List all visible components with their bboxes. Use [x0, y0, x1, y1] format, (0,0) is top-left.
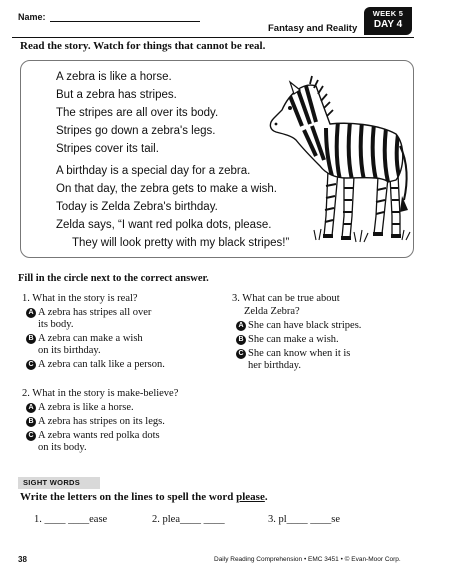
story-line: But a zebra has stripes.	[56, 89, 177, 101]
answer-bubble[interactable]: A	[236, 321, 246, 331]
answer-option-c[interactable]	[22, 359, 222, 371]
answer-bubble[interactable]: C	[236, 349, 246, 359]
page-number: 38	[18, 555, 27, 564]
option-text: A zebra can make a wish	[38, 333, 143, 344]
week-label: WEEK 5	[372, 9, 404, 18]
word-part: plea	[162, 514, 180, 525]
option-text: A zebra wants red polka dots	[38, 430, 160, 441]
answer-option-a[interactable]	[22, 402, 222, 414]
answer-option-c[interactable]	[232, 348, 422, 372]
answer-bubble[interactable]: A	[26, 308, 36, 318]
item-number: 1.	[34, 514, 42, 525]
answer-option-a[interactable]	[22, 307, 222, 331]
question-stem: 1. What in the story is real?	[22, 293, 138, 304]
option-text: She can have black stripes.	[248, 320, 362, 331]
instruction-text: Write the letters on the lines to spell the word	[20, 491, 237, 503]
skill-title: Fantasy and Reality	[268, 23, 358, 34]
spelling-item-1[interactable]	[34, 514, 107, 525]
option-text: A zebra has stripes on its legs.	[38, 416, 165, 427]
footer-credit: Daily Reading Comprehension • EMC 3451 • © Evan-Moor Corp.	[214, 556, 401, 563]
name-line[interactable]	[50, 21, 200, 22]
name-label: Name:	[18, 12, 46, 22]
story-line: They will look pretty with my black stripes!”	[72, 237, 290, 249]
day-label: DAY 4	[373, 19, 403, 30]
story-line: Zelda says, “I want red polka dots, please.	[56, 219, 272, 231]
blank-line[interactable]: ____	[203, 514, 225, 525]
word-part: se	[331, 514, 341, 525]
answer-bubble[interactable]: C	[26, 431, 36, 441]
target-word: please	[236, 491, 265, 503]
spelling-item-3[interactable]	[268, 514, 340, 525]
option-text: on its birthday.	[38, 345, 101, 356]
question-3	[232, 293, 422, 372]
blank-line[interactable]: ____	[44, 514, 66, 525]
story-line: Stripes go down a zebra's legs.	[56, 125, 216, 137]
question-2	[22, 388, 222, 454]
option-text: She can know when it is	[248, 348, 351, 359]
answer-option-b[interactable]	[232, 334, 422, 346]
week-day-badge	[364, 7, 412, 35]
blank-line[interactable]: ____	[310, 514, 332, 525]
item-number: 3.	[268, 514, 276, 525]
zebra-illustration-icon	[250, 66, 412, 248]
story-line: On that day, the zebra gets to make a wish.	[56, 183, 277, 195]
answer-bubble[interactable]: A	[26, 403, 36, 413]
option-text: She can make a wish.	[248, 334, 339, 345]
sight-words-instruction	[20, 491, 268, 503]
story-line: The stripes are all over its body.	[56, 107, 219, 119]
spelling-item-2[interactable]	[152, 514, 225, 525]
story-line: A zebra is like a horse.	[56, 71, 172, 83]
question-stem: 2. What in the story is make-believe?	[22, 388, 179, 399]
question-stem: Zelda Zebra?	[244, 306, 300, 317]
answer-option-b[interactable]	[22, 333, 222, 357]
option-text: her birthday.	[248, 360, 301, 371]
answer-option-a[interactable]	[232, 320, 422, 332]
answer-bubble[interactable]: C	[26, 360, 36, 370]
reading-instruction: Read the story. Watch for things that cannot be real.	[20, 40, 266, 52]
word-part: pl	[278, 514, 287, 525]
answer-option-b[interactable]	[22, 416, 222, 428]
question-1	[22, 293, 222, 371]
instruction-text: .	[264, 491, 268, 503]
story-paragraph-1	[56, 68, 218, 158]
blank-line[interactable]: ____	[68, 514, 90, 525]
answer-bubble[interactable]: B	[26, 417, 36, 427]
answer-bubble[interactable]: B	[236, 335, 246, 345]
story-line: A birthday is a special day for a zebra.	[56, 165, 251, 177]
answer-option-c[interactable]	[22, 430, 222, 454]
option-text: A zebra has stripes all over	[38, 307, 152, 318]
question-stem: 3. What can be true about	[232, 293, 340, 304]
item-number: 2.	[152, 514, 160, 525]
header-rule	[12, 37, 414, 38]
word-part: ease	[89, 514, 108, 525]
answer-bubble[interactable]: B	[26, 334, 36, 344]
blank-line[interactable]: ____	[286, 514, 308, 525]
answer-instruction: Fill in the circle next to the correct answer.	[18, 273, 209, 284]
story-line: Today is Zelda Zebra's birthday.	[56, 201, 218, 213]
option-text: on its body.	[38, 442, 87, 453]
story-line: Stripes cover its tail.	[56, 143, 159, 155]
sight-words-tag: SIGHT WORDS	[18, 477, 100, 489]
blank-line[interactable]: ____	[180, 514, 201, 525]
option-text: its body.	[38, 319, 74, 330]
option-text: A zebra can talk like a person.	[38, 359, 165, 370]
option-text: A zebra is like a horse.	[38, 402, 134, 413]
